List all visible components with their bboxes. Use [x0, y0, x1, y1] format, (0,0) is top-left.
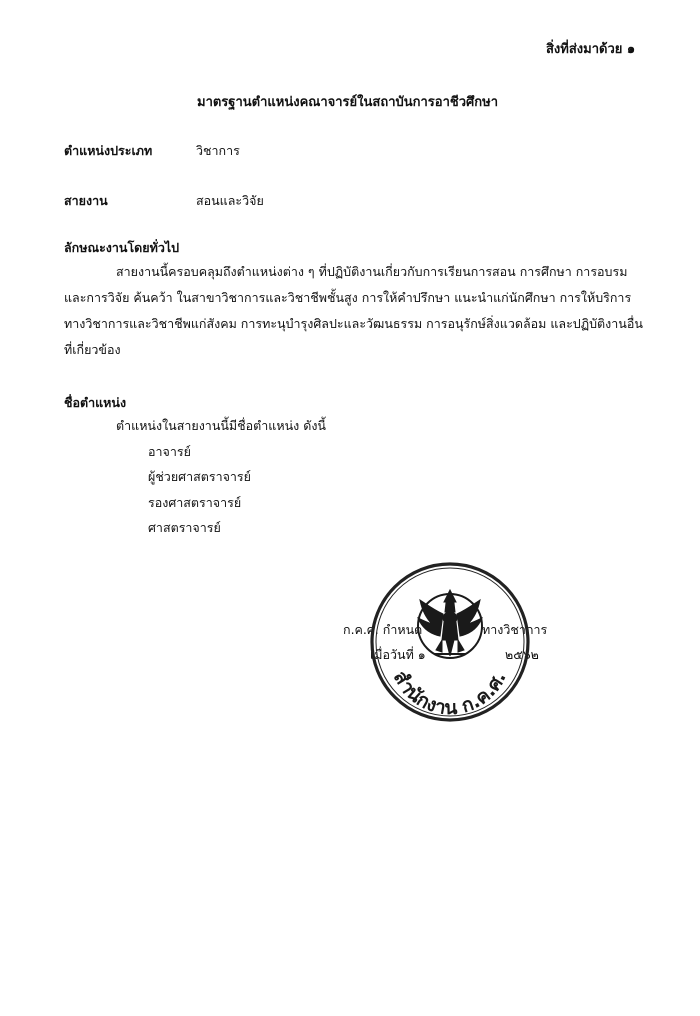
position-item-1: อาจารย์ — [148, 444, 191, 459]
footer-line-2-left: เมื่อวันที่ ๑ — [370, 647, 426, 662]
position-type-label: ตำแหน่งประเภท — [64, 143, 153, 158]
stamp-text: สำนักงาน ก.ค.ศ. — [388, 667, 511, 720]
general-nature-line-2: และการวิจัย ค้นคว้า ในสาขาวิชาการและวิชาชีพชั้นสูง การให้คำปรึกษา แนะนำแก่นักศึกษา การให้บริการ — [64, 290, 632, 305]
general-nature-line-3: ทางวิชาการและวิชาชีพแก่สังคม การทะนุบำรุงศิลปะและวัฒนธรรม การอนุรักษ์สิ่งแวดล้อม และปฏิบัติงานอื่น — [64, 316, 643, 331]
position-item-3: รองศาสตราจารย์ — [148, 495, 242, 510]
work-line-label: สายงาน — [64, 193, 108, 208]
footer-line-1-right: ทางวิชาการ — [482, 622, 548, 637]
official-stamp — [364, 556, 536, 728]
position-item-2: ผู้ช่วยศาสตราจารย์ — [148, 469, 251, 484]
general-nature-line-1: สายงานนี้ครอบคลุมถึงตำแหน่งต่าง ๆ ที่ปฏิบัติงานเกี่ยวกับการเรียนการสอน การศึกษา การอบรม — [116, 264, 628, 279]
general-nature-line-4: ที่เกี่ยวข้อง — [64, 342, 121, 357]
garuda-emblem-icon — [418, 590, 482, 658]
footer-line-2-right: ๒๕๖๒ — [505, 647, 539, 662]
general-nature-heading: ลักษณะงานโดยทั่วไป — [64, 240, 180, 255]
attachment-label: สิ่งที่ส่งมาด้วย ๑ — [546, 42, 636, 57]
position-names-intro: ตำแหน่งในสายงานนี้มีชื่อตำแหน่ง ดังนี้ — [116, 418, 326, 433]
footer-line-1-left: ก.ค.ศ. กำหนด — [343, 622, 423, 637]
page-title: มาตรฐานตำแหน่งคณาจารย์ในสถาบันการอาชีวศึกษา — [197, 95, 499, 110]
position-item-4: ศาสตราจารย์ — [148, 520, 221, 535]
work-line-value: สอนและวิจัย — [196, 193, 264, 208]
position-names-heading: ชื่อตำแหน่ง — [64, 395, 127, 410]
stamp-circle — [364, 556, 536, 728]
position-type-value: วิชาการ — [196, 143, 240, 158]
